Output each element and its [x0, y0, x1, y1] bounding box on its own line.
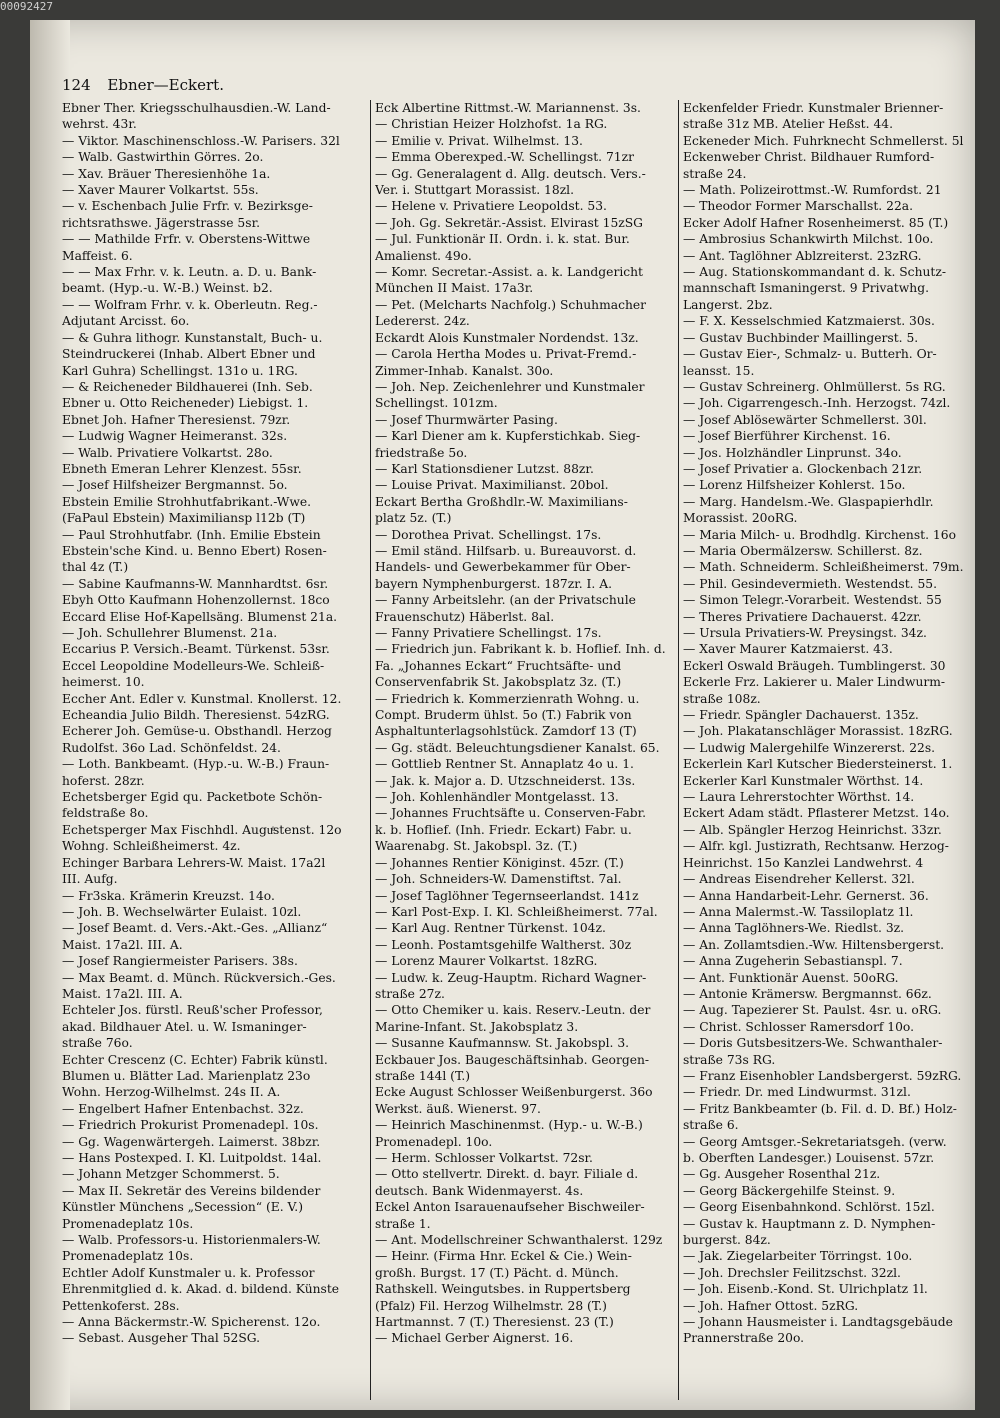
directory-entry-line: Eckeneder Mich. Fuhrknecht Schmellerst. 5l [683, 133, 964, 148]
directory-entry-line: Wohng. Schleißheimerst. 4z. [62, 839, 241, 854]
directory-entry-line: — Hans Postexped. I. Kl. Luitpoldst. 14al. [62, 1151, 322, 1165]
directory-entry-line: — Karl Post-Exp. I. Kl. Schleißheimerst. 77al. [375, 904, 658, 919]
directory-entry-line: Waarenabg. St. Jakobspl. 3z. (T.) [375, 839, 578, 854]
directory-entry-line: Echerer Joh. Gemüse-u. Obsthandl. Herzog [62, 724, 332, 739]
directory-entry-line: Eccard Elise Hof-Kapellsäng. Blumenst 21a. [62, 609, 338, 624]
directory-entry-line: — Friedrich Prokurist Promenadepl. 10s. [62, 1118, 319, 1133]
directory-entry-line: — Xav. Bräuer Theresienhöhe 1a. [62, 166, 271, 181]
directory-entry-line: mannschaft Ismaningerst. 9 Privatwhg. [683, 281, 929, 296]
corner-id: 00092427 [0, 0, 53, 13]
directory-entry-line: — Friedrich k. Kommerzienrath Wohng. u. [375, 691, 640, 706]
directory-entry-line: — Otto stellvertr. Direkt. d. bayr. Filiale d. [375, 1167, 639, 1182]
directory-entry-line: — Theres Privatiere Dachauerst. 42zr. [683, 609, 922, 624]
directory-entry-line: straße 73s RG. [683, 1052, 776, 1067]
directory-entry-line: — Emil ständ. Hilfsarb. u. Bureauvorst. d. [375, 543, 637, 558]
directory-entry-line: Ecke August Schlosser Weißenburgerst. 36o [375, 1085, 653, 1100]
directory-entry-line: Echetsberger Egid qu. Packetbote Schön- [62, 790, 323, 805]
directory-entry-line: — Engelbert Hafner Entenbachst. 32z. [62, 1101, 304, 1116]
directory-entry-line: Prannerstraße 20o. [683, 1331, 805, 1346]
directory-entry-line: — Xaver Maurer Katzmaierst. 43. [683, 642, 893, 657]
directory-entry-line: — Johannes Fruchtsäfte u. Conserven-Fabr. [375, 806, 647, 821]
directory-entry-line: — — Wolfram Frhr. v. k. Oberleutn. Reg.- [62, 297, 318, 312]
directory-entry-line: — Joh. B. Wechselwärter Eulaist. 10zl. [62, 904, 302, 919]
directory-entry-line: thal 4z (T.) [62, 560, 129, 575]
directory-entry-line: Eccel Leopoldine Modelleurs-We. Schleiß- [62, 658, 325, 673]
directory-entry-line: — Michael Gerber Aignerst. 16. [375, 1331, 574, 1346]
directory-entry-line: — Emma Oberexped.-W. Schellingst. 71zr [375, 150, 634, 165]
directory-entry-line: — Aug. Stationskommandant d. k. Schutz- [683, 265, 946, 280]
directory-entry-line: — Gustav Eier-, Schmalz- u. Butterh. Or- [683, 347, 937, 362]
directory-entry-line: bayern Nymphenburgerst. 187zr. I. A. [375, 576, 613, 591]
directory-entry-line: Rudolfst. 36o Lad. Schönfeldst. 24. [62, 740, 281, 755]
directory-entry-line: Compt. Bruderm ühlst. 5o (T.) Fabrik von [375, 708, 632, 723]
directory-entry-line: — F. X. Kesselschmied Katzmaierst. 30s. [683, 314, 935, 329]
directory-entry-line: akad. Bildhauer Atel. u. W. Ismaninger- [62, 1019, 307, 1034]
directory-entry-line: k. b. Hoflief. (Inh. Friedr. Eckart) Fabr. u. [375, 822, 632, 837]
directory-entry-line: — Josef Taglöhner Tegernseerlandst. 141z [375, 888, 639, 903]
directory-entry-line: — Gottlieb Rentner St. Annaplatz 4o u. 1. [375, 757, 634, 772]
directory-entry-line: großh. Burgst. 17 (T.) Pächt. d. Münch. [375, 1265, 619, 1280]
page-header [62, 76, 236, 94]
directory-entry-line: München II Maist. 17a3r. [375, 281, 534, 296]
directory-entry-line: Eckert Adam städt. Pflasterer Metzst. 14o. [683, 806, 950, 821]
directory-entry-line: — Gustav Buchbinder Maillingerst. 5. [683, 330, 919, 345]
directory-entry-line: Ledererst. 24z. [375, 314, 470, 329]
directory-entry-line: — Georg Bäckergehilfe Steinst. 9. [683, 1183, 896, 1198]
directory-entry-line: — Joh. Schullehrer Blumenst. 21a. [62, 626, 278, 640]
directory-entry-line: Zimmer-Inhab. Kanalst. 30o. [375, 363, 554, 378]
directory-entry-line: — Maria Milch- u. Brodhdlg. Kirchenst. 16o [683, 527, 956, 542]
directory-entry-line: burgerst. 84z. [683, 1233, 771, 1248]
directory-entry-line: straße 31z MB. Atelier Heßst. 44. [683, 117, 893, 132]
directory-entry-line: Hartmannst. 7 (T.) Theresienst. 23 (T.) [375, 1315, 614, 1330]
directory-entry-line: — Paul Strohhutfabr. (Inh. Emilie Ebstein [62, 527, 321, 542]
directory-entry-line: — Joh. Cigarrengesch.-Inh. Herzogst. 74zl. [683, 396, 951, 411]
directory-entry-line: — Carola Hertha Modes u. Privat-Fremd.- [375, 347, 637, 362]
directory-entry-line: Ebner Ther. Kriegsschulhausdien.-W. Land- [62, 101, 331, 115]
directory-entry-line: — Max Beamt. d. Münch. Rückversich.-Ges. [62, 970, 336, 985]
directory-entry-line: — Fr3ska. Krämerin Kreuzst. 14o. [62, 888, 275, 903]
directory-entry-line: — Walb. Professors-u. Historienmalers-W. [62, 1233, 321, 1248]
directory-entry-line: — & Guhra lithogr. Kunstanstalt, Buch- u. [62, 330, 323, 345]
directory-entry-line: — Georg Eisenbahnkond. Schlörst. 15zl. [683, 1200, 935, 1215]
directory-entry-line: — Joh. Kohlenhändler Montgelasst. 13. [375, 790, 619, 805]
directory-entry-line: — Gg. Wagenwärtergeh. Laimerst. 38bzr. [62, 1134, 321, 1149]
directory-entry-line: — Ludwig Malergehilfe Winzererst. 22s. [683, 740, 936, 755]
directory-entry-line: — Komr. Secretar.-Assist. a. k. Landgericht [375, 265, 643, 280]
directory-entry-line: — Christ. Schlosser Ramersdorf 10o. [683, 1019, 915, 1034]
directory-entry-line: — Walb. Privatiere Volkartst. 28o. [62, 445, 273, 460]
directory-entry-line: straße 6. [683, 1118, 739, 1133]
directory-entry-line: — Heinrich Maschinenmst. (Hyp.- u. W.-B.) [375, 1118, 643, 1133]
directory-entry-line: — Theodor Former Marschallst. 22a. [683, 199, 914, 214]
directory-entry-line: Maist. 17a2l. III. A. [62, 937, 183, 952]
directory-entry-line: — Karl Aug. Rentner Türkenst. 104z. [375, 921, 606, 936]
directory-entry-line: beamt. (Hyp.-u. W.-B.) Weinst. b2. [62, 281, 273, 296]
directory-entry-line: Morassist. 20oRG. [683, 511, 798, 526]
directory-entry-line: — Joh. Drechsler Feilitzschst. 32zl. [683, 1265, 901, 1280]
directory-entry-line: — Gustav Schreinerg. Ohlmüllerst. 5s RG. [683, 379, 946, 394]
directory-entry-line: Echteler Jos. fürstl. Reuß'scher Professor, [62, 1003, 323, 1018]
directory-entry-line: straße 24. [683, 166, 747, 181]
directory-entry-line: Ebstein'sche Kind. u. Benno Ebert) Rosen- [62, 543, 327, 558]
directory-entry-line: Pettenkoferst. 28s. [62, 1298, 180, 1313]
directory-entry-line: straße 1. [375, 1216, 431, 1231]
directory-entry-line: — Louise Privat. Maximilianst. 20bol. [375, 478, 609, 493]
directory-entry-line: — Gg. Ausgeher Rosenthal 21z. [683, 1167, 881, 1182]
directory-entry-line: — Anna Zugeherin Sebastianspl. 7. [683, 954, 903, 969]
directory-entry-line: — Franz Eisenhobler Landsbergerst. 59zRG. [683, 1068, 962, 1083]
directory-entry-line: Echeandia Julio Bildh. Theresienst. 54zRG. [62, 708, 330, 723]
directory-entry-line: Eckerl Oswald Bräugeh. Tumblingerst. 30 [683, 658, 946, 673]
directory-entry-line: — Phil. Gesindevermieth. Westendst. 55. [683, 576, 938, 591]
directory-entry-line: — Josef Beamt. d. Vers.-Akt.-Ges. „Allianz“ [62, 921, 328, 936]
directory-entry-line: — Friedr. Spängler Dachauerst. 135z. [683, 708, 919, 723]
directory-entry-line: — Joh. Eisenb.-Kond. St. Ulrichplatz 1l. [683, 1282, 928, 1297]
directory-entry-line: — Sebast. Ausgeher Thal 52SG. [62, 1331, 261, 1346]
directory-entry-line: — Alfr. kgl. Justizrath, Rechtsanw. Herzog- [683, 839, 949, 854]
directory-entry-line: (FaPaul Ebstein) Maximiliansp l12b (T) [62, 511, 306, 526]
directory-entry-line: — Josef Bierführer Kirchenst. 16. [683, 429, 891, 444]
column-right [678, 100, 973, 1400]
directory-entry-line: — Gg. städt. Beleuchtungsdiener Kanalst. 65. [375, 740, 660, 755]
directory-entry-line: Fa. „Johannes Eckart“ Fruchtsäfte- und [375, 658, 622, 673]
directory-entry-line: — Josef Hilfsheizer Bergmannst. 5o. [62, 478, 288, 493]
directory-entry-line: Wohn. Herzog-Wilhelmst. 24s II. A. [62, 1085, 281, 1100]
directory-entry-line: feldstraße 8o. [62, 806, 149, 821]
directory-entry-line: — Ambrosius Schankwirth Milchst. 10o. [683, 232, 934, 247]
column-middle [370, 100, 671, 1400]
directory-entry-line: — — Mathilde Frfr. v. Oberstens-Wittwe [62, 232, 311, 247]
directory-entry-line: Künstler Münchens „Secession“ (E. V.) [62, 1200, 303, 1215]
directory-entry-line: — Helene v. Privatiere Leopoldst. 53. [375, 199, 607, 214]
directory-entry-line: b. Oberften Landesger.) Louisenst. 57zr. [683, 1151, 935, 1165]
directory-entry-line: — Josef Rangiermeister Parisers. 38s. [62, 954, 298, 969]
directory-entry-line: Eckerler Karl Kunstmaler Wörthst. 14. [683, 773, 924, 788]
directory-entry-line: — Fanny Privatiere Schellingst. 17s. [375, 626, 602, 640]
directory-entry-line: — Marg. Handelsm.-We. Glaspapierhdlr. [683, 494, 934, 509]
directory-entry-line: Schellingst. 101zm. [375, 396, 498, 411]
directory-entry-line: — Math. Schneiderm. Schleißheimerst. 79m. [683, 560, 964, 575]
directory-entry-line: — Math. Polizeirottmst.-W. Rumfordst. 21 [683, 183, 942, 198]
directory-entry-line: Ebnet Joh. Hafner Theresienst. 79zr. [62, 412, 291, 427]
directory-entry-line: — Christian Heizer Holzhofst. 1a RG. [375, 117, 608, 132]
directory-entry-line: Adjutant Arcisst. 6o. [62, 314, 190, 329]
directory-entry-line: — Aug. Tapezierer St. Paulst. 4sr. u. oRG. [683, 1003, 942, 1018]
directory-entry-line: — Ludwig Wagner Heimeranst. 32s. [62, 429, 288, 444]
directory-entry-line: — Lorenz Hilfsheizer Kohlerst. 15o. [683, 478, 906, 493]
directory-entry-line: — Fritz Bankbeamter (b. Fil. d. D. Bf.) Holz- [683, 1101, 957, 1116]
directory-entry-line: — Jak. k. Major a. D. Utzschneiderst. 13s. [375, 773, 636, 788]
directory-entry-line: Ver. i. Stuttgart Morassist. 18zl. [375, 183, 575, 198]
directory-entry-line: Ehrenmitglied d. k. Akad. d. bildend. Künste [62, 1282, 340, 1297]
directory-entry-line: Eccher Ant. Edler v. Kunstmal. Knollerst. 12. [62, 691, 342, 706]
directory-entry-line: straße 108z. [683, 691, 761, 706]
directory-entry-line: Marine-Infant. St. Jakobsplatz 3. [375, 1019, 579, 1034]
directory-entry-line: — Fanny Arbeitslehr. (an der Privatschule [375, 593, 636, 608]
directory-entry-line: Maist. 17a2l. III. A. [62, 986, 183, 1001]
directory-entry-line: Steindruckerei (Inhab. Albert Ebner und [62, 347, 316, 362]
directory-entry-line: — Alb. Spängler Herzog Heinrichst. 33zr. [683, 822, 942, 837]
directory-entry-line: Eckenfelder Friedr. Kunstmaler Brienner- [683, 101, 944, 115]
column-left [62, 100, 358, 1347]
directory-entry-line: — Andreas Eisendreher Kellerst. 32l. [683, 872, 915, 887]
page-number: 124 [62, 76, 91, 94]
directory-entry-line: Promenadeplatz 10s. [62, 1249, 194, 1264]
running-head: Ebner—Eckert. [107, 76, 224, 94]
directory-entry-line: Rathskell. Weingutsbes. in Ruppertsberg [375, 1282, 631, 1297]
directory-entry-line: — Maria Obermälzersw. Schillerst. 8z. [683, 543, 923, 558]
directory-entry-line: — Anna Bäckermstr.-W. Spicherenst. 12o. [62, 1315, 321, 1330]
directory-entry-line: — Georg Amtsger.-Sekretariatsgeh. (verw. [683, 1134, 947, 1149]
directory-entry-line: — Josef Thurmwärter Pasing. [375, 412, 558, 427]
directory-entry-line: Langerst. 2bz. [683, 297, 773, 312]
directory-page [30, 20, 975, 1410]
directory-entry-line: — Johannes Rentier Königinst. 45zr. (T.) [375, 855, 624, 870]
directory-entry-line: — Anna Malermst.-W. Tassiloplatz 1l. [683, 904, 914, 919]
directory-entry-line: — Simon Telegr.-Vorarbeit. Westendst. 55 [683, 593, 942, 608]
directory-entry-line: — Gg. Generalagent d. Allg. deutsch. Vers.- [375, 166, 646, 181]
directory-entry-line: deutsch. Bank Widenmayerst. 4s. [375, 1183, 584, 1198]
directory-entry-line: Handels- und Gewerbekammer für Ober- [375, 560, 631, 575]
directory-entry-line: — Joh. Nep. Zeichenlehrer und Kunstmaler [375, 379, 645, 394]
directory-entry-line: wehrst. 43r. [62, 117, 137, 132]
directory-entry-line: — Antonie Krämersw. Bergmannst. 66z. [683, 986, 932, 1001]
directory-entry-line: Karl Guhra) Schellingst. 131o u. 1RG. [62, 363, 298, 378]
directory-entry-line: — v. Eschenbach Julie Frfr. v. Bezirksge- [62, 199, 313, 214]
directory-entry-line: Asphaltunterlagsohlstück. Zamdorf 13 (T) [375, 724, 637, 739]
directory-entry-line: — Ant. Funktionär Auenst. 50oRG. [683, 970, 899, 985]
directory-entry-line: — Jos. Holzhändler Linprunst. 34o. [683, 445, 902, 460]
directory-entry-line: straße 76o. [62, 1036, 133, 1051]
directory-entry-line: Frauenschutz) Häberlst. 8al. [375, 609, 555, 624]
directory-entry-line: — Max II. Sekretär des Vereins bildender [62, 1183, 321, 1198]
directory-entry-line: — Josef Ablösewärter Schmellerst. 30l. [683, 412, 927, 427]
directory-entry-line: — Leonh. Postamtsgehilfe Waltherst. 30z [375, 937, 632, 952]
directory-entry-line: Eckenweber Christ. Bildhauer Rumford- [683, 150, 935, 165]
directory-entry-line: — Anna Taglöhners-We. Riedlst. 3z. [683, 921, 905, 936]
directory-entry-line: — Herm. Schlosser Volkartst. 72sr. [375, 1151, 593, 1165]
directory-entry-line: Promenadeplatz 10s. [62, 1216, 194, 1231]
directory-entry-line: — Johann Metzger Schommerst. 5. [62, 1167, 280, 1182]
directory-entry-line: — Ant. Taglöhner Ablzreiterst. 23zRG. [683, 248, 922, 263]
directory-entry-line: leansst. 15. [683, 363, 755, 378]
directory-entry-line: — Joh. Schneiders-W. Damenstiftst. 7al. [375, 872, 622, 887]
directory-entry-line: — Susanne Kaufmannsw. St. Jakobspl. 3. [375, 1036, 630, 1051]
directory-entry-line: Ebyh Otto Kaufmann Hohenzollernst. 18co [62, 593, 330, 608]
directory-entry-line: — Gustav k. Hauptmann z. D. Nymphen- [683, 1216, 936, 1231]
directory-entry-line: hoferst. 28zr. [62, 773, 145, 788]
directory-entry-line: Promenadepl. 10o. [375, 1134, 493, 1149]
directory-entry-line: — Walb. Gastwirthin Görres. 2o. [62, 150, 264, 165]
directory-entry-line: richtsrathswe. Jägerstrasse 5sr. [62, 215, 260, 230]
directory-entry-line: Ebner u. Otto Reicheneder) Liebigst. 1. [62, 396, 309, 411]
directory-entry-line: Echetsperger Max Fischhdl. Auguͤstenst. 12o [62, 822, 342, 837]
directory-entry-line: Echinger Barbara Lehrers-W. Maist. 17a2l [62, 855, 326, 870]
directory-entry-line: — Emilie v. Privat. Wilhelmst. 13. [375, 133, 583, 148]
directory-entry-line: Eckbauer Jos. Baugeschäftsinhab. Georgen- [375, 1052, 650, 1067]
directory-entry-line: Werkst. äuß. Wienerst. 97. [375, 1101, 541, 1116]
directory-entry-line: — Johann Hausmeister i. Landtagsgebäude [683, 1315, 953, 1330]
directory-entry-line: Eckel Anton Isarauenaufseher Bischweiler- [375, 1200, 645, 1215]
directory-entry-line: straße 27z. [375, 986, 445, 1001]
directory-entry-line: — Joh. Gg. Sekretär.-Assist. Elvirast 15zSG [375, 215, 643, 230]
directory-entry-line: — — Max Frhr. v. k. Leutn. a. D. u. Bank- [62, 265, 317, 280]
directory-entry-line: Eck Albertine Rittmst.-W. Mariannenst. 3s. [375, 101, 641, 115]
directory-entry-line: Eckart Bertha Großhdlr.-W. Maximilians- [375, 494, 628, 509]
directory-entry-line: — Viktor. Maschinenschloss.-W. Parisers. 32l [62, 133, 340, 148]
directory-entry-line: — Karl Stationsdiener Lutzst. 88zr. [375, 461, 594, 476]
directory-entry-line: Eckerlein Karl Kutscher Biedersteinerst. 1. [683, 757, 953, 772]
directory-entry-line: Ecker Adolf Hafner Rosenheimerst. 85 (T.) [683, 215, 949, 230]
directory-entry-line: — Xaver Maurer Volkartst. 55s. [62, 183, 259, 198]
directory-entry-line: Eckardt Alois Kunstmaler Nordendst. 13z. [375, 330, 639, 345]
directory-entry-line: — Dorothea Privat. Schellingst. 17s. [375, 527, 602, 542]
directory-entry-line: Eckerle Frz. Lakierer u. Maler Lindwurm- [683, 675, 946, 690]
directory-entry-line: platz 5z. (T.) [375, 511, 452, 526]
directory-entry-line: III. Aufg. [62, 872, 118, 887]
directory-entry-line: Blumen u. Blätter Lad. Marienplatz 23o [62, 1068, 311, 1083]
directory-entry-line: Eccarius P. Versich.-Beamt. Türkenst. 53sr. [62, 642, 330, 657]
directory-entry-line: Conservenfabrik St. Jakobsplatz 3z. (T.) [375, 675, 622, 690]
directory-entry-line: — Sabine Kaufmanns-W. Mannhardtst. 6sr. [62, 576, 329, 591]
directory-entry-line: — & Reicheneder Bildhauerei (Inh. Seb. [62, 379, 313, 394]
directory-entry-line: — Friedrich jun. Fabrikant k. b. Hoflief. Inh. d. [375, 642, 666, 657]
directory-entry-line: — Heinr. (Firma Hnr. Eckel & Cie.) Wein- [375, 1249, 632, 1264]
directory-entry-line: Echter Crescenz (C. Echter) Fabrik künstl. [62, 1052, 328, 1067]
directory-entry-line: — Jul. Funktionär II. Ordn. i. k. stat. Bur. [375, 232, 630, 247]
directory-entry-line: — Karl Diener am k. Kupferstichkab. Sieg- [375, 429, 641, 444]
directory-entry-line: — Joh. Plakatanschläger Morassist. 18zRG. [683, 724, 953, 739]
directory-entry-line: — Ursula Privatiers-W. Preysingst. 34z. [683, 626, 927, 640]
directory-entry-line: straße 144l (T.) [375, 1068, 471, 1083]
directory-entry-line: Ebneth Emeran Lehrer Klenzest. 55sr. [62, 461, 302, 476]
directory-entry-line: — An. Zollamtsdien.-Ww. Hiltensbergerst. [683, 937, 945, 952]
directory-entry-line: friedstraße 5o. [375, 445, 468, 460]
directory-entry-line: (Pfalz) Fil. Herzog Wilhelmstr. 28 (T.) [375, 1298, 607, 1313]
directory-entry-line: — Laura Lehrerstochter Wörthst. 14. [683, 790, 915, 805]
directory-entry-line: Maffeist. 6. [62, 248, 133, 263]
directory-entry-line: — Doris Gutsbesitzers-We. Schwanthaler- [683, 1036, 943, 1051]
directory-entry-line: — Pet. (Melcharts Nachfolg.) Schuhmacher [375, 297, 647, 312]
directory-entry-line: heimerst. 10. [62, 675, 145, 690]
directory-entry-line: — Joh. Hafner Ottost. 5zRG. [683, 1298, 859, 1313]
directory-entry-line: — Ludw. k. Zeug-Hauptm. Richard Wagner- [375, 970, 647, 985]
directory-entry-line: — Josef Privatier a. Glockenbach 21zr. [683, 461, 923, 476]
directory-entry-line: Ebstein Emilie Strohhutfabrikant.-Wwe. [62, 494, 312, 509]
directory-entry-line: — Ant. Modellschreiner Schwanthalerst. 129z [375, 1233, 663, 1248]
directory-entry-line: — Lorenz Maurer Volkartst. 18zRG. [375, 954, 598, 969]
directory-entry-line: Amalienst. 49o. [375, 248, 472, 263]
directory-entry-line: Heinrichst. 15o Kanzlei Landwehrst. 4 [683, 855, 924, 870]
directory-entry-line: — Jak. Ziegelarbeiter Törringst. 10o. [683, 1249, 913, 1264]
directory-entry-line: — Otto Chemiker u. kais. Reserv.-Leutn. der [375, 1003, 651, 1018]
directory-entry-line: — Loth. Bankbeamt. (Hyp.-u. W.-B.) Fraun- [62, 757, 330, 772]
directory-entry-line: Echtler Adolf Kunstmaler u. k. Professor [62, 1265, 315, 1280]
directory-entry-line: — Friedr. Dr. med Lindwurmst. 31zl. [683, 1085, 911, 1100]
directory-entry-line: — Anna Handarbeit-Lehr. Gernerst. 36. [683, 888, 929, 903]
